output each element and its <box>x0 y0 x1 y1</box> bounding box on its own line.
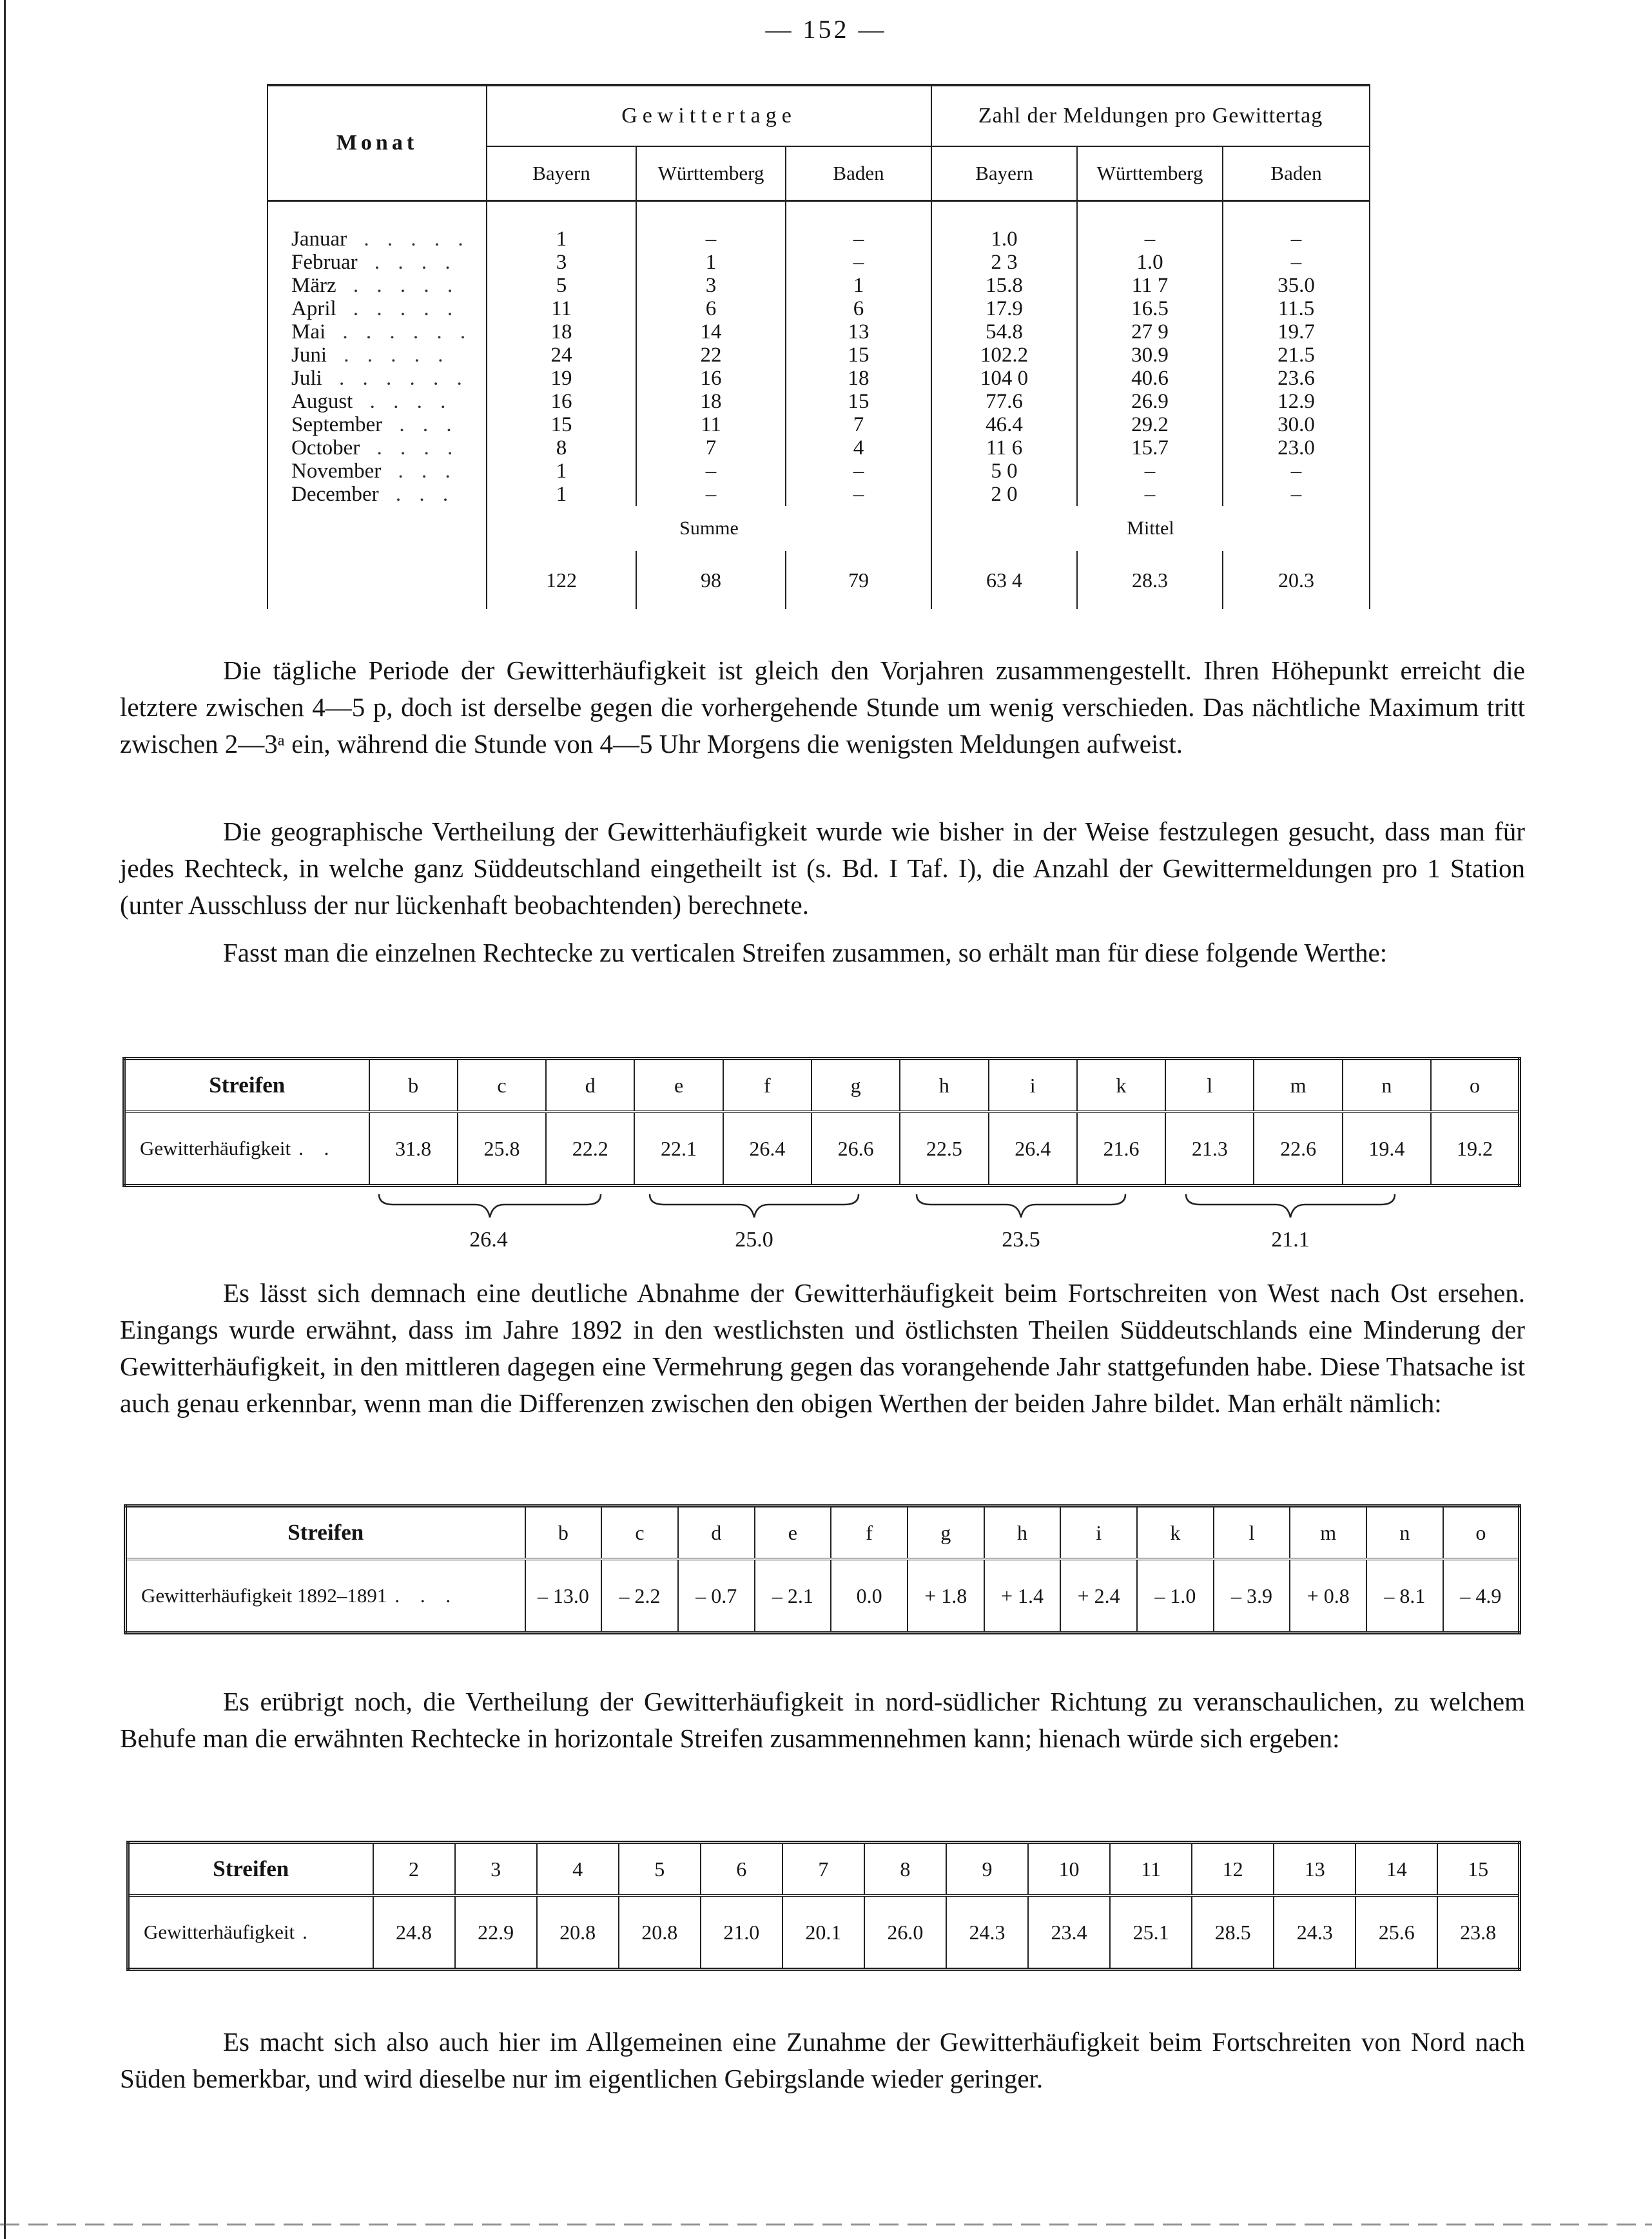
table-row: September . . . 15 11 7 46.4 29.2 30.0 <box>267 413 1370 436</box>
table-row: October . . . . 8 7 4 11 6 15.7 23.0 <box>267 436 1370 460</box>
table-row: Februar . . . . 3 1 – 2 3 1.0 – <box>267 251 1370 274</box>
table-row: Juni . . . . . 24 22 15 102.2 30.9 21.5 <box>267 344 1370 367</box>
subheader-baden-meldungen: Baden <box>1223 146 1370 201</box>
table-row: November . . . 1 – – 5 0 – – <box>267 460 1370 483</box>
subheader-baden: Baden <box>786 146 931 201</box>
table-row: Gewitterhäufigkeit . . 31.8 25.8 22.2 22.1 26.4 26.6 22.5 26.4 21.6 21.3 22.6 19.4 19.2 <box>124 1112 1520 1186</box>
subheader-bayern-meldungen: Bayern <box>931 146 1077 201</box>
monthly-thunderstorm-table <box>267 84 1370 609</box>
table-row: Januar . . . . . 1 – – 1.0 – – <box>267 228 1370 251</box>
differences-table: Streifen b c d e f g h i k l m n o Gewitterhäufigkeit 1892–1891 . . . – 13.0 – 2.2 – 0.7 – 2.1 0.0 + 1.8 + 1.4 + 2.4 – 1.0 – 3.9 + 0.8 – 8.1 – 4.9 <box>124 1504 1521 1634</box>
table-row: Juli . . . . . . 19 16 18 104 0 40.6 23.6 <box>267 367 1370 390</box>
paragraph-geographic-distribution: Die geographische Vertheilung der Gewitterhäufigkeit wurde wie bisher in der Weise festzulegen gesucht, dass man für jedes Rechteck, in welche ganz Süddeutschland eingetheilt ist (s. Bd. I Taf. I), die Anzahl der Gewittermeldungen pro 1 Station (unter Ausschluss der nur lückenhaft beobachtenden) berechnete. <box>120 817 1525 920</box>
group-mean-4: 21.1 <box>1271 1228 1310 1252</box>
mittel-label: Mittel <box>931 506 1370 551</box>
page-number: — 152 — <box>765 15 887 44</box>
scan-artifact-line <box>0 2224 1652 2225</box>
paragraph-west-east-decrease: Es lässt sich demnach eine deutliche Abnahme der Gewitterhäufigkeit beim Fortschreiten von West nach Ost ersehen. Eingangs wurde erwähnt, dass im Jahre 1892 in den westlichsten und östlichsten Theilen Süddeutschlands eine Minderung der Gewitterhäufigkeit, in den mittleren dagegen eine Vermehrung gegen das vorangehende Jahr stattgefunden habe. Diese Thatsache ist auch genau erkennbar, wenn man die Differenzen zwischen den obigen Werthen der beiden Jahre bildet. Man erhält nämlich: <box>120 1278 1525 1418</box>
vertical-strips-table: Streifen b c d e f g h i k l m n o Gewitterhäufigkeit . . 31.8 25.8 22.2 22.1 26.4 26.6 22.5 26.4 21.6 21.3 22.6 19.4 19.2 <box>122 1057 1521 1187</box>
subheader-wuerttemberg: Württemberg <box>636 146 786 201</box>
horizontal-strips-table: Streifen 2 3 4 5 6 7 8 9 10 11 12 13 14 15 Gewitterhäufigkeit . 24.8 22.9 20.8 20.8 21.0 20.1 26.0 24.3 23.4 25.1 28.5 24.3 25.6 23.8 <box>126 1841 1521 1971</box>
totals-row: 122 98 79 63 4 28.3 20.3 <box>267 551 1370 609</box>
table-row: December . . . 1 – – 2 0 – – <box>267 483 1370 506</box>
monat-header: Monat <box>267 85 487 201</box>
table-row: August . . . . 16 18 15 77.6 26.9 12.9 <box>267 390 1370 413</box>
table-row: Gewitterhäufigkeit 1892–1891 . . . – 13.0 – 2.2 – 0.7 – 2.1 0.0 + 1.8 + 1.4 + 2.4 – 1.0 – 3.9 + 0.8 – 8.1 – 4.9 <box>126 1559 1520 1633</box>
table-row: Gewitterhäufigkeit . 24.8 22.9 20.8 20.8 21.0 20.1 26.0 24.3 23.4 25.1 28.5 24.3 25.6 23.8 <box>128 1895 1520 1970</box>
table-row: März . . . . . 5 3 1 15.8 11 7 35.0 <box>267 274 1370 297</box>
subheader-bayern: Bayern <box>487 146 636 201</box>
brace-4 <box>1186 1194 1395 1217</box>
brace-3 <box>917 1194 1125 1217</box>
brace-2 <box>650 1194 859 1217</box>
subheader-wuerttemberg-meldungen: Württemberg <box>1077 146 1223 201</box>
streifen-header: Streifen <box>128 1843 373 1896</box>
streifen-header: Streifen <box>126 1506 525 1560</box>
gewittertage-header: Gewittertage <box>487 85 931 146</box>
group-mean-3: 23.5 <box>1002 1228 1040 1252</box>
paragraph-north-south-conclusion: Es macht sich also auch hier im Allgemeinen eine Zunahme der Gewitterhäufigkeit beim Fortschreiten von Nord nach Süden bemerkbar, und wird dieselbe nur im eigentlichen Gebirgslande wieder geringer. <box>120 2027 1525 2093</box>
page-edge-line <box>4 0 6 2239</box>
paragraph-vertical-strips-intro: Fasst man die einzelnen Rechtecke zu verticalen Streifen zusammen, so erhält man für diese folgende Werthe: <box>223 938 1388 967</box>
group-mean-2: 25.0 <box>735 1228 773 1252</box>
brace-1 <box>379 1194 601 1217</box>
meldungen-header: Zahl der Meldungen pro Gewittertag <box>931 85 1370 146</box>
summe-label: Summe <box>487 506 931 551</box>
group-braces <box>122 1189 1521 1266</box>
table-row: Mai . . . . . . 18 14 13 54.8 27 9 19.7 <box>267 320 1370 344</box>
paragraph-north-south-intro: Es erübrigt noch, die Vertheilung der Gewitterhäufigkeit in nord-südlicher Richtung zu veranschaulichen, zu welchem Behufe man die erwähnten Rechtecke in horizontale Streifen zusammennehmen kann; hienach würde sich ergeben: <box>120 1687 1525 1753</box>
table-row: April . . . . . 11 6 6 17.9 16.5 11.5 <box>267 297 1370 320</box>
streifen-header: Streifen <box>124 1059 369 1112</box>
brace-lines <box>122 1189 1521 1228</box>
group-mean-1: 26.4 <box>469 1228 508 1252</box>
paragraph-daily-period: Die tägliche Periode der Gewitterhäufigkeit ist gleich den Vorjahren zusammengestellt. Ihren Höhepunkt erreicht die letztere zwischen 4—5 p, doch ist derselbe gegen die vorhergehende Stunde um wenig verschieden. Das nächtliche Maximum tritt zwischen 2—3ᵃ ein, während die Stunde von 4—5 Uhr Morgens die wenigsten Meldungen aufweist. <box>120 655 1525 759</box>
